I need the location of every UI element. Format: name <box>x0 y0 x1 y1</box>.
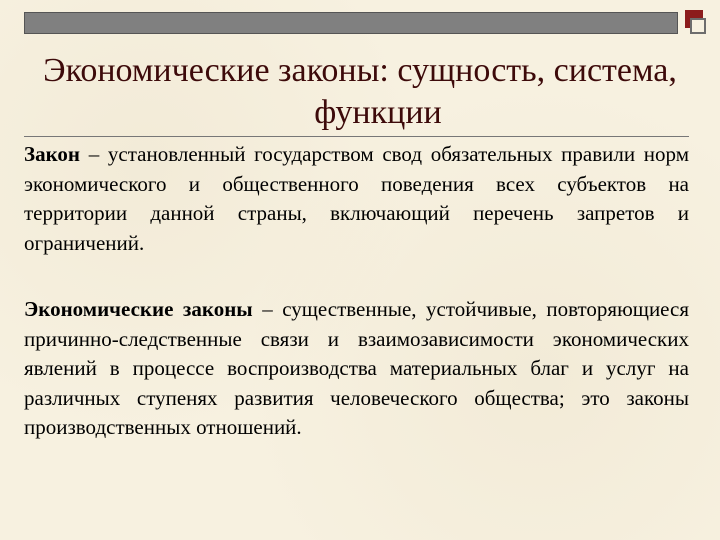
definition-law-text: – установленный государством свод обязательных правили норм экономического и общественного поведения всех субъектов на территории данной страны, включающий перечень запретов и ограничений. <box>24 142 689 255</box>
top-decorative-bar <box>24 12 678 34</box>
definition-economic-laws-text: – существенные, устойчивые, повторяющиеся причинно-следственные связи и взаимозависимости экономических явлений в процессе воспроизводства материальных благ и услуг на различных ступенях развития человеческого общества; это законы производственных отношений. <box>24 297 690 439</box>
title-divider <box>24 136 689 137</box>
outline-square-ornament <box>690 18 706 34</box>
definition-law <box>24 140 689 258</box>
definition-economic-laws-term: Экономические законы <box>24 297 253 321</box>
slide-title-line-1: Экономические законы: сущность, система, <box>43 52 677 89</box>
slide-title-line-2: функции <box>314 94 442 131</box>
slide-title <box>20 50 700 134</box>
definition-law-term: Закон <box>24 142 81 166</box>
definition-economic-laws <box>24 295 689 443</box>
decorative-squares <box>685 10 711 40</box>
